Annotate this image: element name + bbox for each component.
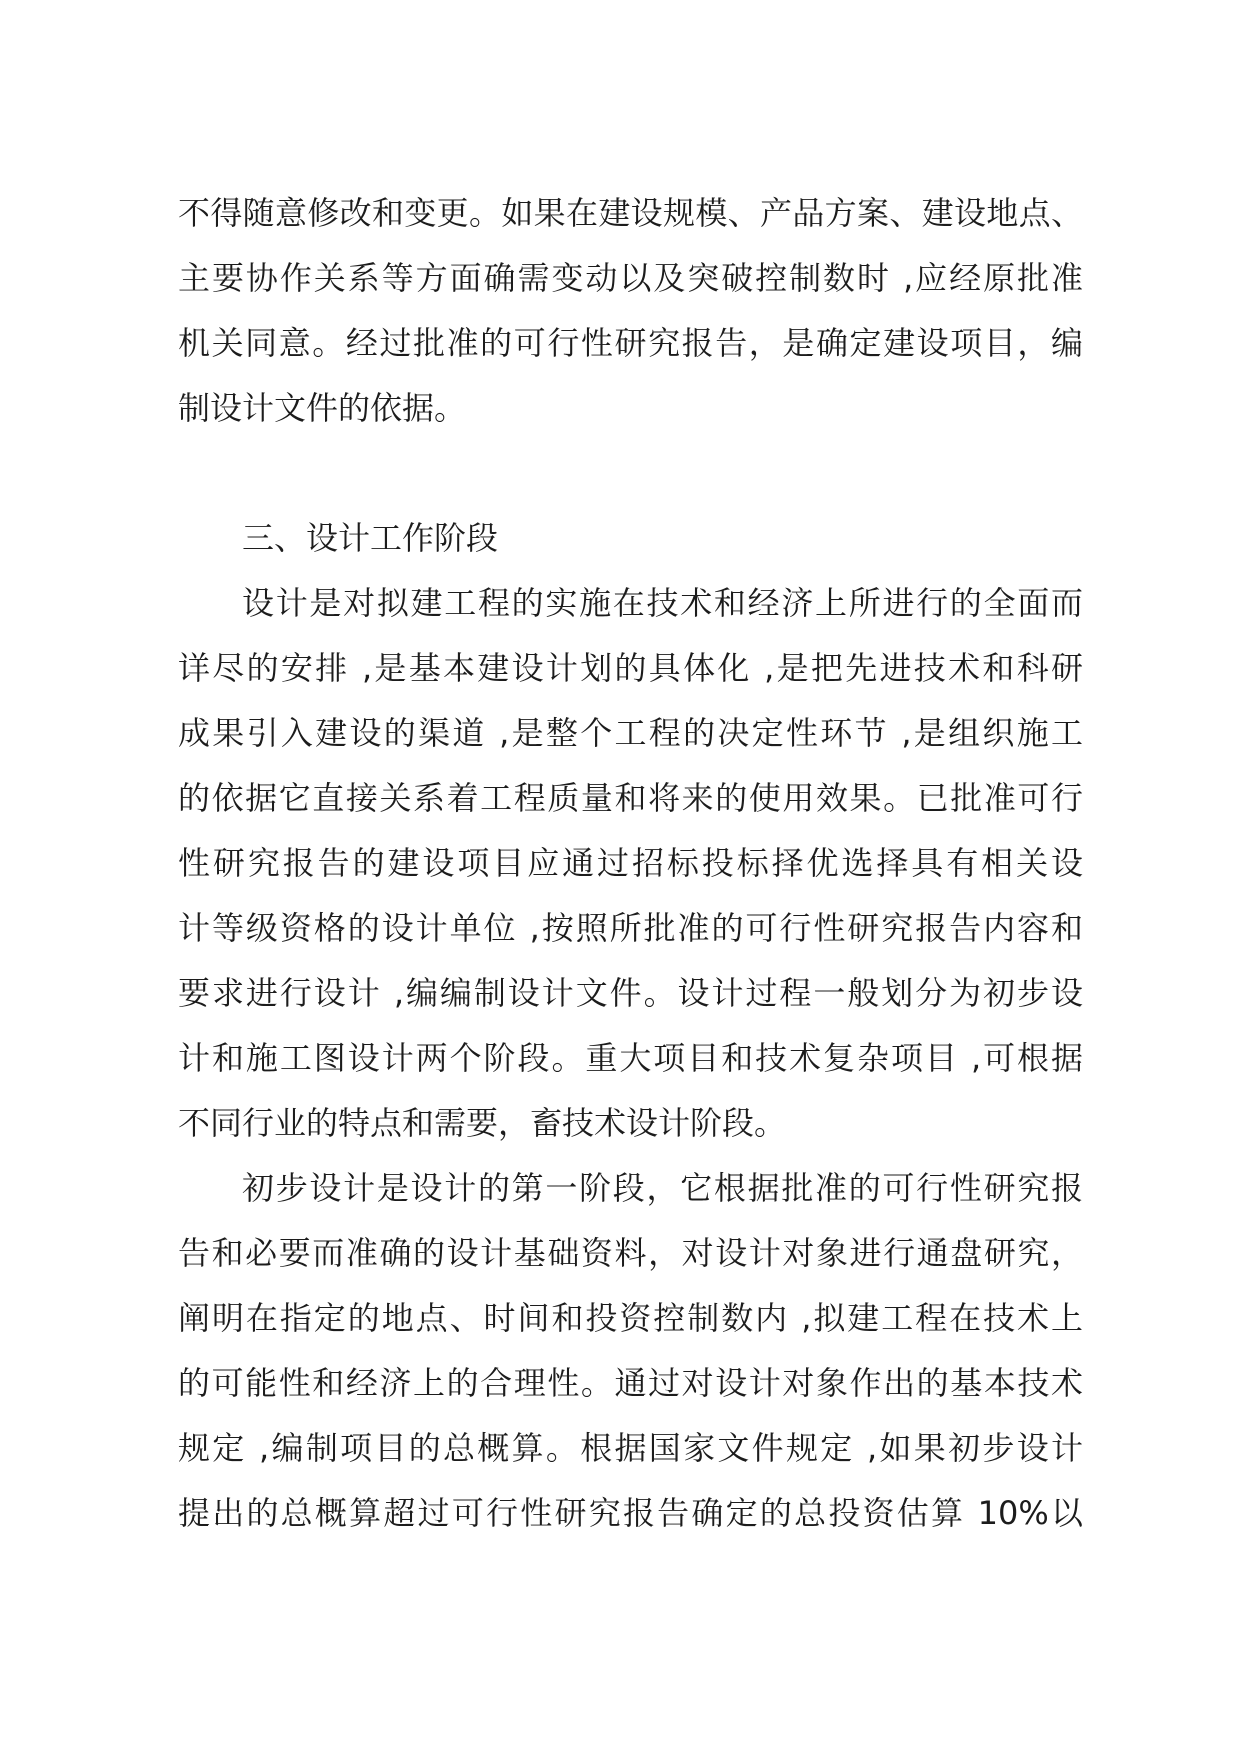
text-line: 制设计文件的依据。 (178, 389, 467, 427)
text-line: 机关同意。经过批准的可行性研究报告，是确定建设项目，编 (178, 324, 1083, 362)
document-page (178, 181, 1083, 1546)
text-line: 提出的总概算超过可行性研究报告确定的总投资估算 10%以 (178, 1494, 1083, 1532)
text-line: 的可能性和经济上的合理性。通过对设计对象作出的基本技术 (178, 1364, 1083, 1402)
text-line: 性研究报告的建设项目应通过招标投标择优选择具有相关设 (178, 844, 1083, 882)
text-line: 设计是对拟建工程的实施在技术和经济上所进行的全面而 (242, 584, 1083, 622)
preliminary-design-paragraph (178, 1156, 1083, 1546)
text-line: 不同行业的特点和需要，畜技术设计阶段。 (178, 1104, 787, 1142)
intro-paragraph (178, 181, 1083, 441)
text-line: 计和施工图设计两个阶段。重大项目和技术复杂项目 ,可根据 (178, 1039, 1083, 1077)
text-line: 阐明在指定的地点、时间和投资控制数内 ,拟建工程在技术上 (178, 1299, 1083, 1337)
text-line: 要求进行设计 ,编编制设计文件。设计过程一般划分为初步设 (178, 974, 1083, 1012)
blank-line (178, 441, 1083, 506)
section-heading: 三、设计工作阶段 (242, 519, 499, 557)
text-line: 不得随意修改和变更。如果在建设规模、产品方案、建设地点、 (178, 194, 1083, 232)
text-line: 主要协作关系等方面确需变动以及突破控制数时 ,应经原批准 (178, 259, 1083, 297)
text-line: 告和必要而准确的设计基础资料，对设计对象进行通盘研究， (178, 1234, 1083, 1272)
text-line: 规定 ,编制项目的总概算。根据国家文件规定 ,如果初步设计 (178, 1429, 1083, 1467)
text-line: 初步设计是设计的第一阶段，它根据批准的可行性研究报 (242, 1169, 1083, 1207)
text-line: 的依据它直接关系着工程质量和将来的使用效果。已批准可行 (178, 779, 1083, 817)
text-line: 成果引入建设的渠道 ,是整个工程的决定性环节 ,是组织施工 (178, 714, 1083, 752)
text-line: 详尽的安排 ,是基本建设计划的具体化 ,是把先进技术和科研 (178, 649, 1083, 687)
design-paragraph (178, 571, 1083, 1156)
text-line: 计等级资格的设计单位 ,按照所批准的可行性研究报告内容和 (178, 909, 1083, 947)
